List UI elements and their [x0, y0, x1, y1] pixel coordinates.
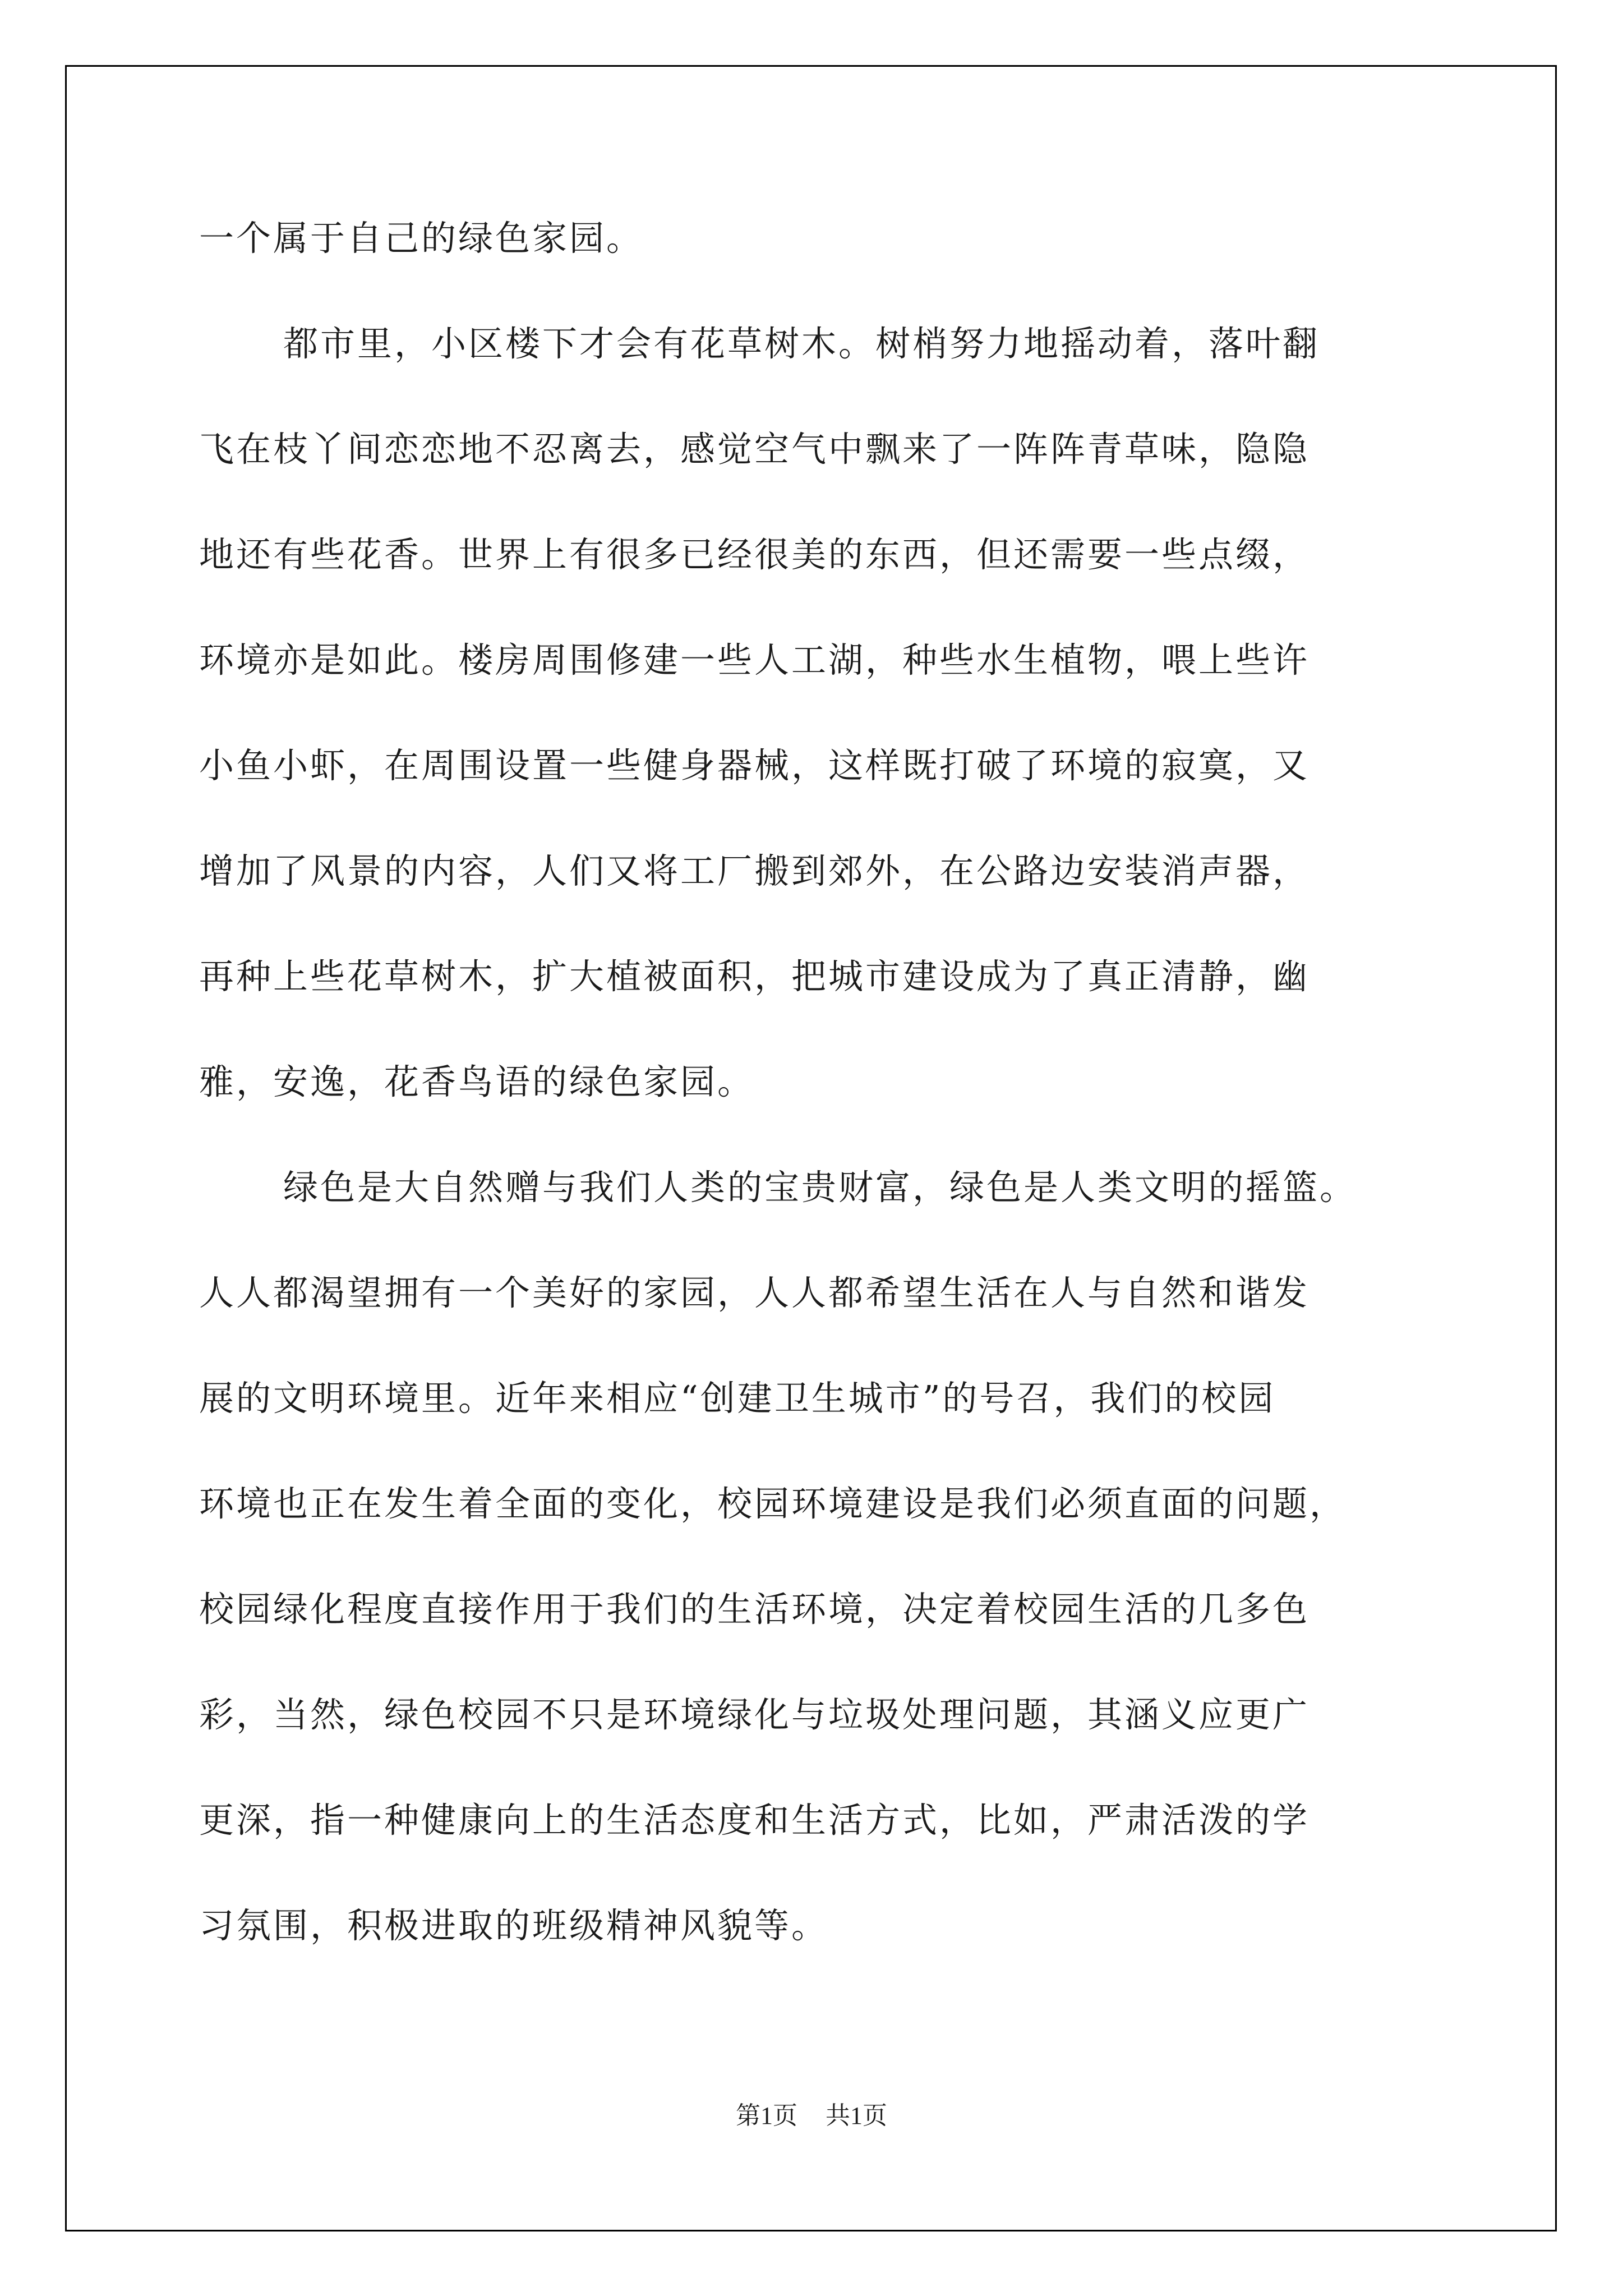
- text-line: 环境亦是如此。楼房周围修建一些人工湖，种些水生植物，喂上些许: [199, 639, 1310, 680]
- document-body: [199, 199, 1447, 1992]
- page-total: 共1页: [826, 2102, 887, 2129]
- text-line: 更深，指一种健康向上的生活态度和生活方式，比如，严肃活泼的学: [199, 1800, 1310, 1841]
- text-line: 校园绿化程度直接作用于我们的生活环境，决定着校园生活的几多色: [199, 1589, 1310, 1630]
- text-line: 增加了风景的内容，人们又将工厂搬到郊外，在公路边安装消声器，: [199, 850, 1310, 891]
- page-number: 第1页: [736, 2102, 797, 2129]
- text-line: 习氛围，积极进取的班级精神风貌等。: [199, 1905, 829, 1946]
- text-line: 飞在枝丫间恋恋地不忍离去，感觉空气中飘来了一阵阵青草味，隐隐: [199, 429, 1310, 470]
- text-line: 环境也正在发生着全面的变化，校园环境建设是我们必须直面的问题，: [199, 1483, 1347, 1524]
- text-line: 彩，当然，绿色校园不只是环境绿化与垃圾处理问题，其涵义应更广: [199, 1694, 1310, 1735]
- text-line: 雅，安逸，花香鸟语的绿色家园。: [199, 1061, 755, 1102]
- page-footer: [0, 2095, 1623, 2131]
- text-line: 绿色是大自然赠与我们人类的宝贵财富，绿色是人类文明的摇篮。: [283, 1167, 1357, 1208]
- text-line: 都市里，小区楼下才会有花草树木。树梢努力地摇动着，落叶翻: [283, 323, 1320, 364]
- text-line: 人人都渴望拥有一个美好的家园，人人都希望生活在人与自然和谐发: [199, 1272, 1310, 1313]
- text-line: 小鱼小虾，在周围设置一些健身器械，这样既打破了环境的寂寞，又: [199, 745, 1310, 786]
- text-line: 展的文明环境里。近年来相应“创建卫生城市”的号召，我们的校园: [199, 1378, 1276, 1419]
- text-line: 再种上些花草树木，扩大植被面积，把城市建设成为了真正清静，幽: [199, 956, 1310, 997]
- text-line: 一个属于自己的绿色家园。: [199, 218, 644, 259]
- text-line: 地还有些花香。世界上有很多已经很美的东西，但还需要一些点缀，: [199, 534, 1310, 575]
